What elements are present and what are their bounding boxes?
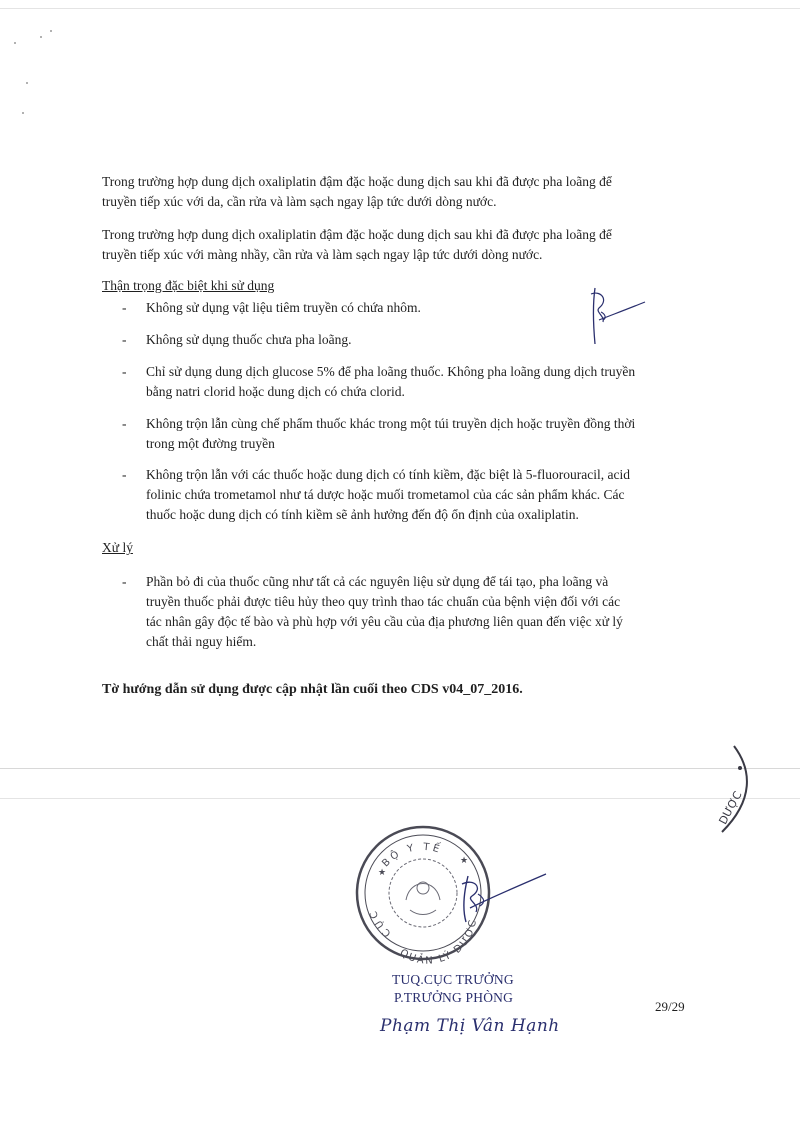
bullet-line: folinic chứa trometamol như tá dược hoặc muối trometamol của các sản phẩm khác. Các <box>146 487 625 502</box>
bullet-dash: - <box>122 416 127 431</box>
seal-star: ★ <box>460 855 469 865</box>
bullet-line: Không trộn lẫn với các thuốc hoặc dung dịch có tính kiềm, đặc biệt là 5-fluorouracil, acid <box>146 467 630 482</box>
scan-speck <box>22 112 24 114</box>
bullet-line: chất thải nguy hiểm. <box>146 634 257 649</box>
seal-left-text: CỤC <box>367 906 394 939</box>
bullet-line: bằng natri clorid hoặc dung dịch có chứa clorid. <box>146 384 405 399</box>
scan-line <box>0 798 800 799</box>
bullet-line: Không sử dụng vật liệu tiêm truyền có chứa nhôm. <box>146 300 421 315</box>
bullet-line: thuốc hoặc dung dịch có tính kiềm sẽ ảnh hưởng đến độ ổn định của oxaliplatin. <box>146 507 579 522</box>
edge-stamp-text: DƯỢC <box>716 789 745 827</box>
bullet-dash: - <box>122 574 127 589</box>
svg-text:BỘ Y TẾ <box>380 840 444 869</box>
bullet-line: truyền thuốc phải được tiêu hủy theo quy trình thao tác chuẩn của bệnh viện đối với các <box>146 594 621 609</box>
bullet-line: tác nhân gây độc tế bào và phù hợp với yêu cầu của địa phương liên quan đến việc xử lý <box>146 614 623 629</box>
bullet-dash: - <box>122 300 127 315</box>
paragraph-line: truyền tiếp xúc với màng nhầy, cần rửa và làm sạch ngay lập tức dưới dòng nước. <box>102 247 543 262</box>
last-updated-note: Tờ hướng dẫn sử dụng được cập nhật lần cuối theo CDS v04_07_2016. <box>102 682 523 697</box>
paragraph-line: truyền tiếp xúc với da, cần rửa và làm sạch ngay lập tức dưới dòng nước. <box>102 194 497 209</box>
scan-speck <box>14 42 16 44</box>
initials-mark <box>575 282 650 352</box>
seal-top-text: BỘ Y TẾ <box>380 841 444 870</box>
signer-name: Phạm Thị Vân Hạnh <box>380 1016 560 1036</box>
signer-title-line2: P.TRƯỞNG PHÒNG <box>394 990 514 1005</box>
bullet-line: Không trộn lẫn cùng chế phẩm thuốc khác trong một túi truyền dịch hoặc truyền đồng thời <box>146 416 636 431</box>
paragraph-mucosa-contact <box>102 225 702 265</box>
bullet-line: Không sử dụng thuốc chưa pha loãng. <box>146 332 352 347</box>
precautions-heading: Thận trọng đặc biệt khi sử dụng <box>102 278 275 293</box>
bullet-line: trong một đường truyền <box>146 436 275 451</box>
scan-speck <box>40 36 42 38</box>
paragraph-skin-contact <box>102 172 702 212</box>
bullet-dash: - <box>122 467 127 482</box>
intro-paragraphs <box>102 172 702 265</box>
scan-speck <box>26 82 28 84</box>
seal-bottom-text: QUẢN LÝ DƯỢC <box>397 917 480 967</box>
disposal-heading: Xử lý <box>102 540 133 555</box>
scan-line <box>0 768 800 769</box>
scan-speck <box>50 30 52 32</box>
bullet-dash: - <box>122 332 127 347</box>
page-number: 29/29 <box>655 999 685 1014</box>
scan-line <box>0 8 800 9</box>
bullet-line: Chỉ sử dụng dung dịch glucose 5% để pha loãng thuốc. Không pha loãng dung dịch truyền <box>146 364 636 379</box>
bullet-dash: - <box>122 364 127 379</box>
signer-title-line1: TUQ.CỤC TRƯỞNG <box>392 972 514 987</box>
paragraph-line: Trong trường hợp dung dịch oxaliplatin đậm đặc hoặc dung dịch sau khi đã được pha loãng để <box>102 174 612 189</box>
handwritten-signature <box>440 868 550 928</box>
bullet-line: Phần bỏ đi của thuốc cũng như tất cả các nguyên liệu sử dụng để tái tạo, pha loãng và <box>146 574 609 589</box>
edge-stamp <box>700 740 800 840</box>
seal-star: ★ <box>378 867 387 877</box>
paragraph-line: Trong trường hợp dung dịch oxaliplatin đậm đặc hoặc dung dịch sau khi đã được pha loãng để <box>102 227 612 242</box>
